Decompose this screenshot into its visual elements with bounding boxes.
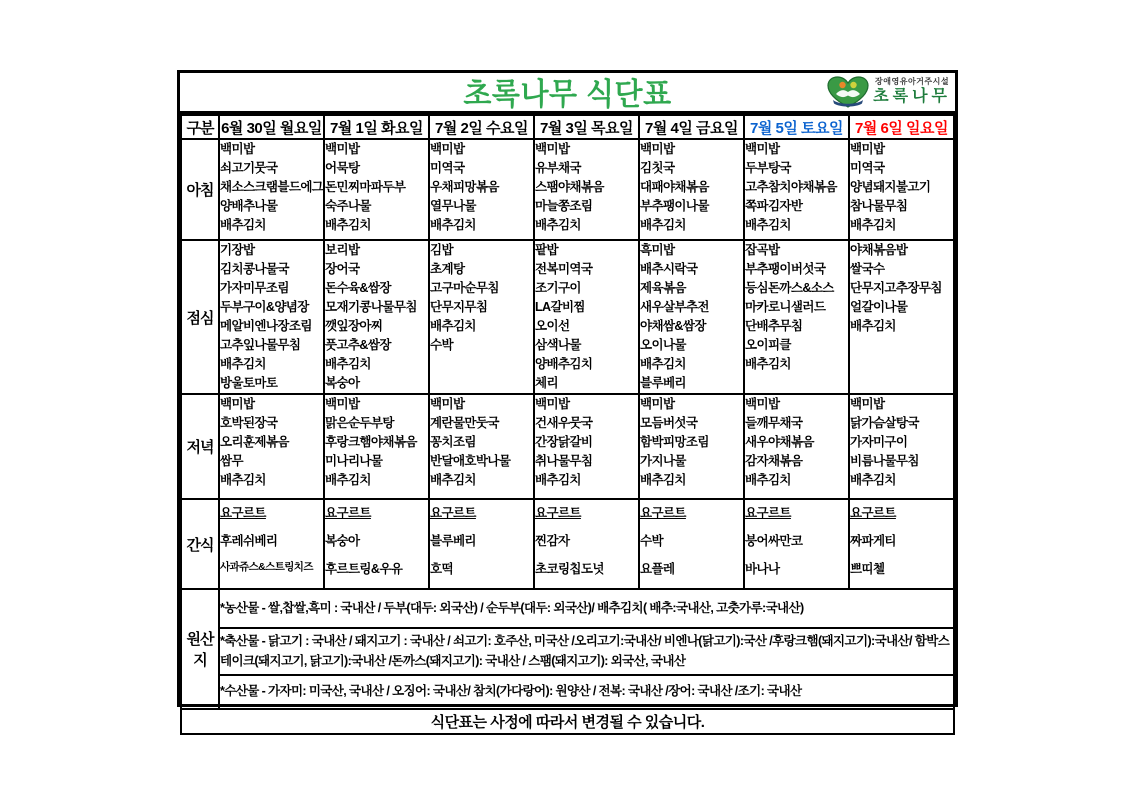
menu-item: 맑은순두부탕 <box>325 416 394 430</box>
breakfast-row <box>181 139 954 240</box>
menu-item: 백미밥 <box>640 142 675 156</box>
menu-item: 백미밥 <box>220 397 255 411</box>
menu-item: 사과쥬스&스트링치즈 <box>220 561 313 573</box>
menu-item: 제육볶음 <box>640 281 686 295</box>
menu-cell-breakfast-sat <box>744 139 849 240</box>
menu-item: 배추김치 <box>850 218 896 232</box>
menu-item: 야채볶음밥 <box>850 243 908 257</box>
menu-cell-lunch-tue <box>324 240 429 394</box>
menu-item: 잡곡밥 <box>745 243 780 257</box>
page-title: 초록나무 식단표 <box>463 77 672 112</box>
menu-item: 팥밥 <box>535 243 558 257</box>
menu-cell-snack-wed <box>429 499 534 589</box>
origin-row-agricultural <box>181 589 954 628</box>
green-tree-heart-logo-icon <box>827 76 869 109</box>
breakfast-row-label: 아침 <box>181 139 219 240</box>
day-header-thu: 7월 3일 목요일 <box>534 115 639 139</box>
meal-plan-table <box>177 70 958 731</box>
origin-agricultural-text: *농산물 - 쌀,찹쌀,흑미 : 국내산 / 두부(대두: 외국산) / 순두부(대두: 외국산)/ 배추김치( 배추:국내산, 고춧가루:국내산) <box>219 589 954 628</box>
menu-item: 꽁치조림 <box>430 435 476 449</box>
origin-row-seafood <box>181 675 954 709</box>
lunch-row-label: 점심 <box>181 240 219 394</box>
menu-item: 마늘쫑조림 <box>535 199 593 213</box>
menu-item: 비름나물무침 <box>850 454 919 468</box>
menu-item: 취나물무침 <box>535 454 593 468</box>
menu-item: 배추시락국 <box>640 262 698 276</box>
menu-item: 김치콩나물국 <box>220 262 289 276</box>
menu-cell-dinner-mon <box>219 394 324 499</box>
menu-item: 배추김치 <box>640 218 686 232</box>
menu-item: 수박 <box>640 534 663 548</box>
menu-cell-snack-mon <box>219 499 324 589</box>
menu-item: LA갈비찜 <box>535 300 585 314</box>
menu-item: 수박 <box>430 338 453 352</box>
footer-notice: 식단표는 사정에 따라서 변경될 수 있습니다. <box>181 709 954 734</box>
menu-item: 고추참치야채볶음 <box>745 180 837 194</box>
menu-item: 요플레 <box>640 562 675 576</box>
menu-item: 배추김치 <box>850 319 896 333</box>
menu-cell-lunch-sun <box>849 240 954 394</box>
menu-item: 대패야채볶음 <box>640 180 709 194</box>
weekly-menu-grid <box>180 114 955 735</box>
menu-item: 백미밥 <box>325 142 360 156</box>
menu-item: 양배추김치 <box>535 357 593 371</box>
menu-item: 블루베리 <box>430 534 476 548</box>
menu-item: 단배추무침 <box>745 319 803 333</box>
menu-item: 백미밥 <box>535 142 570 156</box>
menu-item: 두부구이&양념장 <box>220 300 309 314</box>
menu-item: 초계탕 <box>430 262 465 276</box>
menu-item: 쪽파김자반 <box>745 199 803 213</box>
menu-cell-lunch-sat <box>744 240 849 394</box>
menu-item: 양배추나물 <box>220 199 278 213</box>
menu-item: 배추김치 <box>220 473 266 487</box>
menu-item: 후르트링&우유 <box>325 562 403 576</box>
menu-item: 배추김치 <box>325 473 371 487</box>
menu-item: 후랑크햄야채볶음 <box>325 435 417 449</box>
menu-item: 백미밥 <box>745 397 780 411</box>
menu-cell-breakfast-fri <box>639 139 744 240</box>
menu-item: 간장닭갈비 <box>535 435 593 449</box>
menu-cell-snack-thu <box>534 499 639 589</box>
menu-item: 스팸야채볶음 <box>535 180 604 194</box>
menu-item: 백미밥 <box>430 142 465 156</box>
menu-item: 백미밥 <box>640 397 675 411</box>
menu-item: 미나리나물 <box>325 454 383 468</box>
menu-item: 감자채볶음 <box>745 454 803 468</box>
menu-item: 바나나 <box>745 562 780 576</box>
menu-item: 깻잎장아찌 <box>325 319 383 333</box>
menu-item: 야채쌈&쌈장 <box>640 319 706 333</box>
menu-item: 쌈무 <box>220 454 243 468</box>
menu-item: 복숭아 <box>325 376 360 390</box>
menu-item: 짜파게티 <box>850 534 896 548</box>
menu-cell-lunch-thu <box>534 240 639 394</box>
menu-item: 배추김치 <box>325 357 371 371</box>
menu-item: 배추김치 <box>745 218 791 232</box>
menu-item: 호박된장국 <box>220 416 278 430</box>
menu-item: 체리 <box>535 376 558 390</box>
menu-item: 들깨무채국 <box>745 416 803 430</box>
lunch-row <box>181 240 954 394</box>
menu-cell-lunch-fri <box>639 240 744 394</box>
menu-cell-snack-tue <box>324 499 429 589</box>
corner-header: 구분 <box>181 115 219 139</box>
menu-item: 쌀국수 <box>850 262 885 276</box>
menu-cell-dinner-sun <box>849 394 954 499</box>
menu-item: 배추김치 <box>430 473 476 487</box>
menu-item: 건새우뭇국 <box>535 416 593 430</box>
menu-item: 복숭아 <box>325 534 360 548</box>
day-header-sat: 7월 5일 토요일 <box>744 115 849 139</box>
menu-item: 두부탕국 <box>745 161 791 175</box>
menu-item: 미역국 <box>430 161 465 175</box>
menu-cell-snack-fri <box>639 499 744 589</box>
menu-item: 새우야채볶음 <box>745 435 814 449</box>
menu-item: 백미밥 <box>850 397 885 411</box>
menu-cell-dinner-sat <box>744 394 849 499</box>
menu-item: 가자미무조림 <box>220 281 289 295</box>
menu-item: 마카로니샐러드 <box>745 300 826 314</box>
menu-item: 단무지고추장무침 <box>850 281 942 295</box>
menu-item: 계란물만둣국 <box>430 416 499 430</box>
menu-item: 배추김치 <box>430 319 476 333</box>
day-header-mon: 6월 30일 월요일 <box>219 115 324 139</box>
menu-item: 부추팽이나물 <box>640 199 709 213</box>
menu-item: 배추김치 <box>430 218 476 232</box>
menu-item: 모듬버섯국 <box>640 416 698 430</box>
origin-seafood-text: *수산물 - 가자미: 미국산, 국내산 / 오징어: 국내산/ 참치(가다랑어): 원양산 / 전복: 국내산 /장어: 국내산 /조기: 국내산 <box>219 675 954 709</box>
logo-facility-name: 초록나무 <box>873 88 951 106</box>
menu-cell-dinner-thu <box>534 394 639 499</box>
menu-item: 배추김치 <box>535 218 581 232</box>
menu-item: 양념돼지불고기 <box>850 180 931 194</box>
menu-cell-breakfast-sun <box>849 139 954 240</box>
title-band <box>180 73 955 114</box>
day-header-sun: 7월 6일 일요일 <box>849 115 954 139</box>
facility-logo <box>825 75 953 109</box>
menu-cell-snack-sat <box>744 499 849 589</box>
menu-item: 배추김치 <box>535 473 581 487</box>
menu-item: 배추김치 <box>325 218 371 232</box>
menu-item: 백미밥 <box>430 397 465 411</box>
menu-item: 요구르트 <box>535 506 581 520</box>
day-header-tue: 7월 1일 화요일 <box>324 115 429 139</box>
menu-item: 초코링칩도넛 <box>535 562 604 576</box>
menu-item: 배추김치 <box>640 357 686 371</box>
menu-item: 백미밥 <box>325 397 360 411</box>
menu-item: 돈수육&쌈장 <box>325 281 391 295</box>
menu-item: 미역국 <box>850 161 885 175</box>
menu-item: 모재기콩나물무침 <box>325 300 417 314</box>
menu-item: 가자미구이 <box>850 435 908 449</box>
menu-cell-lunch-mon <box>219 240 324 394</box>
menu-item: 백미밥 <box>745 142 780 156</box>
menu-cell-dinner-tue <box>324 394 429 499</box>
menu-item: 후레쉬베리 <box>220 534 278 548</box>
menu-item: 삼색나물 <box>535 338 581 352</box>
menu-item: 가지나물 <box>640 454 686 468</box>
menu-item: 김밥 <box>430 243 453 257</box>
snack-row <box>181 499 954 589</box>
menu-item: 붕어싸만코 <box>745 534 803 548</box>
menu-item: 김칫국 <box>640 161 675 175</box>
menu-item: 배추김치 <box>850 473 896 487</box>
menu-item: 오이피클 <box>745 338 791 352</box>
menu-item: 배추김치 <box>220 218 266 232</box>
dinner-row-label: 저녁 <box>181 394 219 499</box>
menu-cell-breakfast-mon <box>219 139 324 240</box>
menu-item: 얼갈이나물 <box>850 300 908 314</box>
menu-cell-dinner-wed <box>429 394 534 499</box>
menu-item: 배추김치 <box>220 357 266 371</box>
menu-item: 요구르트 <box>745 506 791 520</box>
menu-item: 단무지무침 <box>430 300 488 314</box>
menu-item: 오이선 <box>535 319 570 333</box>
menu-item: 백미밥 <box>850 142 885 156</box>
day-header-wed: 7월 2일 수요일 <box>429 115 534 139</box>
menu-item: 배추김치 <box>745 473 791 487</box>
footer-row <box>181 709 954 734</box>
menu-item: 백미밥 <box>535 397 570 411</box>
menu-cell-breakfast-wed <box>429 139 534 240</box>
logo-facility-type: 장애영유아거주시설 <box>875 77 950 87</box>
menu-item: 배추김치 <box>640 473 686 487</box>
origin-row-livestock <box>181 628 954 675</box>
menu-item: 열무나물 <box>430 199 476 213</box>
menu-item: 채소스크램블드에그 <box>220 180 324 194</box>
menu-item: 우채피망볶음 <box>430 180 499 194</box>
menu-item: 부추팽이버섯국 <box>745 262 826 276</box>
menu-item: 방울토마토 <box>220 376 278 390</box>
menu-item: 장어국 <box>325 262 360 276</box>
menu-item: 요구르트 <box>430 506 476 520</box>
menu-item: 새우살부추전 <box>640 300 709 314</box>
menu-item: 전복미역국 <box>535 262 593 276</box>
menu-item: 참나물무침 <box>850 199 908 213</box>
menu-item: 고구마순무침 <box>430 281 499 295</box>
menu-item: 닭가슴살탕국 <box>850 416 919 430</box>
menu-cell-lunch-wed <box>429 240 534 394</box>
menu-item: 숙주나물 <box>325 199 371 213</box>
menu-item: 배추김치 <box>745 357 791 371</box>
dinner-row <box>181 394 954 499</box>
origin-livestock-text: *축산물 - 닭고기 : 국내산 / 돼지고기 : 국내산 / 쇠고기: 호주산, 미국산 /오리고기:국내산/ 비엔나(닭고기):국산 /후랑크햄(돼지고기):국내산/ 함박스테이크(돼지고기, 닭고기):국내산 /돈까스(돼지고기): 국내산 / 스팸(돼지고기): 외국산, 국내산 <box>219 628 954 675</box>
menu-item: 조기구이 <box>535 281 581 295</box>
menu-item: 반달애호박나물 <box>430 454 511 468</box>
menu-item: 풋고추&쌈장 <box>325 338 391 352</box>
menu-item: 쇠고기뭇국 <box>220 161 278 175</box>
menu-item: 흑미밥 <box>640 243 675 257</box>
menu-cell-dinner-fri <box>639 394 744 499</box>
day-header-fri: 7월 4일 금요일 <box>639 115 744 139</box>
menu-cell-breakfast-thu <box>534 139 639 240</box>
menu-cell-snack-sun <box>849 499 954 589</box>
menu-item: 오리훈제볶음 <box>220 435 289 449</box>
header-row <box>181 115 954 139</box>
menu-item: 어묵탕 <box>325 161 360 175</box>
menu-item: 유부채국 <box>535 161 581 175</box>
menu-item: 요구르트 <box>640 506 686 520</box>
menu-item: 오이나물 <box>640 338 686 352</box>
menu-item: 요구르트 <box>220 506 266 520</box>
menu-item: 블루베리 <box>640 376 686 390</box>
menu-item: 고추잎나물무침 <box>220 338 301 352</box>
menu-item: 호떡 <box>430 562 453 576</box>
menu-item: 보리밥 <box>325 243 360 257</box>
menu-item: 백미밥 <box>220 142 255 156</box>
menu-item: 기장밥 <box>220 243 255 257</box>
snack-row-label: 간식 <box>181 499 219 589</box>
menu-item: 요구르트 <box>850 506 896 520</box>
menu-item: 쁘띠첼 <box>850 562 885 576</box>
menu-item: 돈민찌마파두부 <box>325 180 406 194</box>
menu-item: 찐감자 <box>535 534 570 548</box>
menu-cell-breakfast-tue <box>324 139 429 240</box>
logo-text <box>873 78 951 105</box>
menu-item: 메알비엔나장조림 <box>220 319 312 333</box>
origin-row-label: 원산지 <box>181 589 219 709</box>
menu-item: 등심돈까스&소스 <box>745 281 834 295</box>
menu-item: 요구르트 <box>325 506 371 520</box>
menu-item: 함박피망조림 <box>640 435 709 449</box>
